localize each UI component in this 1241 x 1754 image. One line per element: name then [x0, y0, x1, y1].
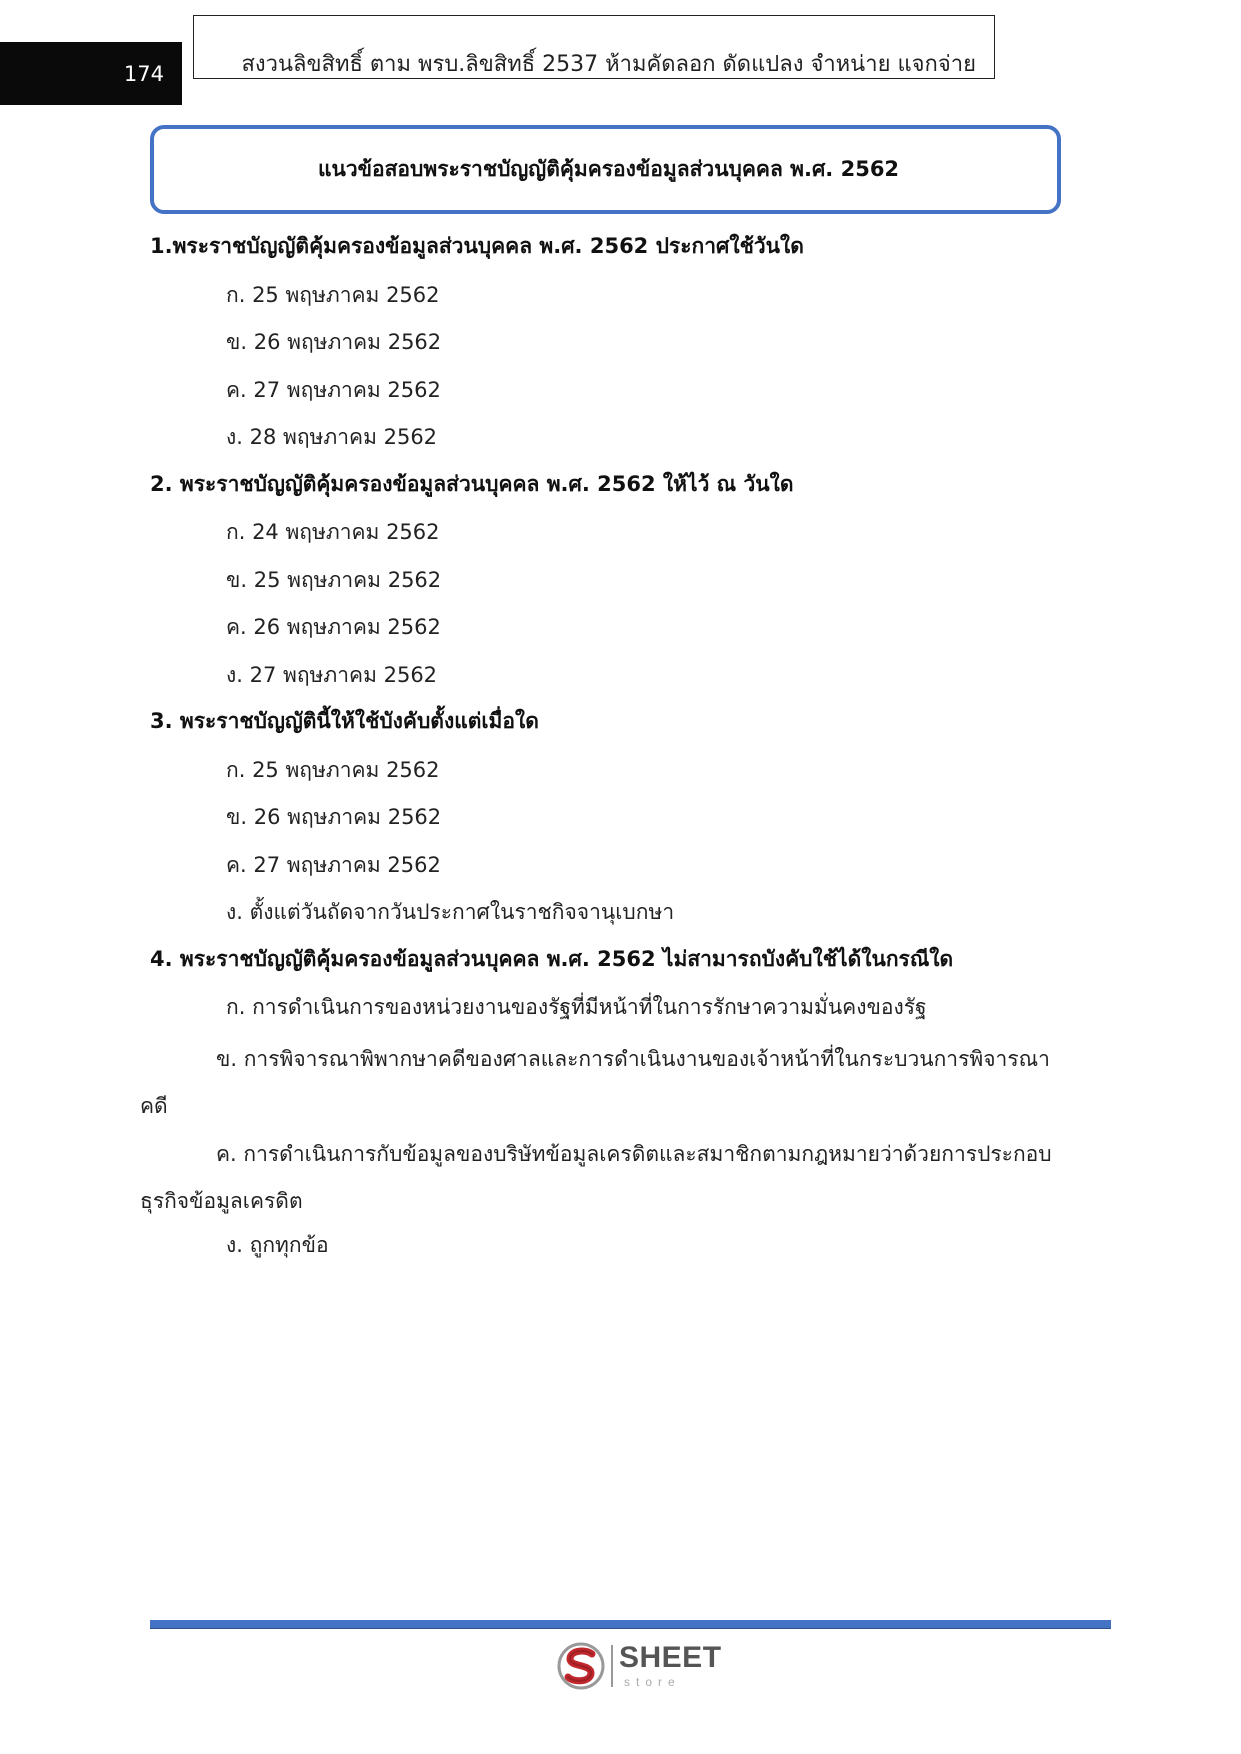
question-2-option-a: ก. 24 พฤษภาคม 2562: [226, 520, 440, 544]
copyright-notice: สงวนลิขสิทธิ์ ตาม พรบ.ลิขสิทธิ์ 2537 ห้ามคัดลอก ดัดแปลง จำหน่าย แจกจ่าย: [241, 52, 976, 77]
page-number: 174: [123, 62, 164, 86]
question-4-option-b: ข. การพิจารณาพิพากษาคดีของศาลและการดำเนินงานของเจ้าหน้าที่ในกระบวนการพิจารณาคดี: [140, 1046, 1050, 1118]
footer-divider: [150, 1620, 1111, 1629]
logo-wordmark: SHEET: [619, 1641, 722, 1674]
title-box: [150, 125, 1061, 214]
question-4-option-c: ค. การดำเนินการกับข้อมูลของบริษัทข้อมูลเครดิตและสมาชิกตามกฎหมายว่าด้วยการประกอบธุรกิจข้อมูลเครดิต: [140, 1141, 1052, 1213]
question-2-option-b: ข. 25 พฤษภาคม 2562: [226, 567, 442, 592]
logo-subtext: store: [624, 1675, 681, 1689]
question-4: 4. พระราชบัญญัติคุ้มครองข้อมูลส่วนบุคคล พ.ศ. 2562 ไม่สามารถบังคับใช้ได้ในกรณีใด: [150, 946, 954, 971]
page-title: แนวข้อสอบพระราชบัญญัติคุ้มครองข้อมูลส่วนบุคคล พ.ศ. 2562: [317, 157, 900, 181]
question-2-option-d: ง. 27 พฤษภาคม 2562: [226, 662, 438, 687]
question-3: 3. พระราชบัญญัตินี้ให้ใช้บังคับตั้งแต่เมื่อใด: [150, 709, 539, 733]
question-1-option-a: ก. 25 พฤษภาคม 2562: [226, 282, 440, 307]
question-1-option-b: ข. 26 พฤษภาคม 2562: [226, 330, 442, 354]
question-3-option-a: ก. 25 พฤษภาคม 2562: [226, 757, 440, 782]
sheet-s-icon: [556, 1641, 606, 1691]
question-2-option-c: ค. 26 พฤษภาคม 2562: [226, 615, 441, 639]
question-2: 2. พระราชบัญญัติคุ้มครองข้อมูลส่วนบุคคล พ.ศ. 2562 ให้ไว้ ณ วันใด: [150, 471, 794, 496]
question-1-option-c: ค. 27 พฤษภาคม 2562: [226, 377, 441, 402]
logo-divider: [611, 1645, 613, 1687]
sheet-store-logo: [556, 1641, 726, 1693]
question-3-option-b: ข. 26 พฤษภาคม 2562: [226, 805, 442, 829]
question-1: 1.พระราชบัญญัติคุ้มครองข้อมูลส่วนบุคคล พ.ศ. 2562 ประกาศใช้วันใด: [150, 234, 804, 258]
copyright-header: [193, 15, 995, 79]
question-1-option-d: ง. 28 พฤษภาคม 2562: [226, 425, 438, 449]
question-3-option-d: ง. ตั้งแต่วันถัดจากวันประกาศในราชกิจจานุเบกษา: [226, 900, 675, 924]
page-number-box: [0, 42, 182, 105]
question-4-option-d: ง. ถูกทุกข้อ: [226, 1232, 329, 1257]
question-4-option-a: ก. การดำเนินการของหน่วยงานของรัฐที่มีหน้าที่ในการรักษาความมั่นคงของรัฐ: [226, 995, 927, 1019]
question-list: [140, 228, 1062, 1273]
question-3-option-c: ค. 27 พฤษภาคม 2562: [226, 852, 441, 877]
